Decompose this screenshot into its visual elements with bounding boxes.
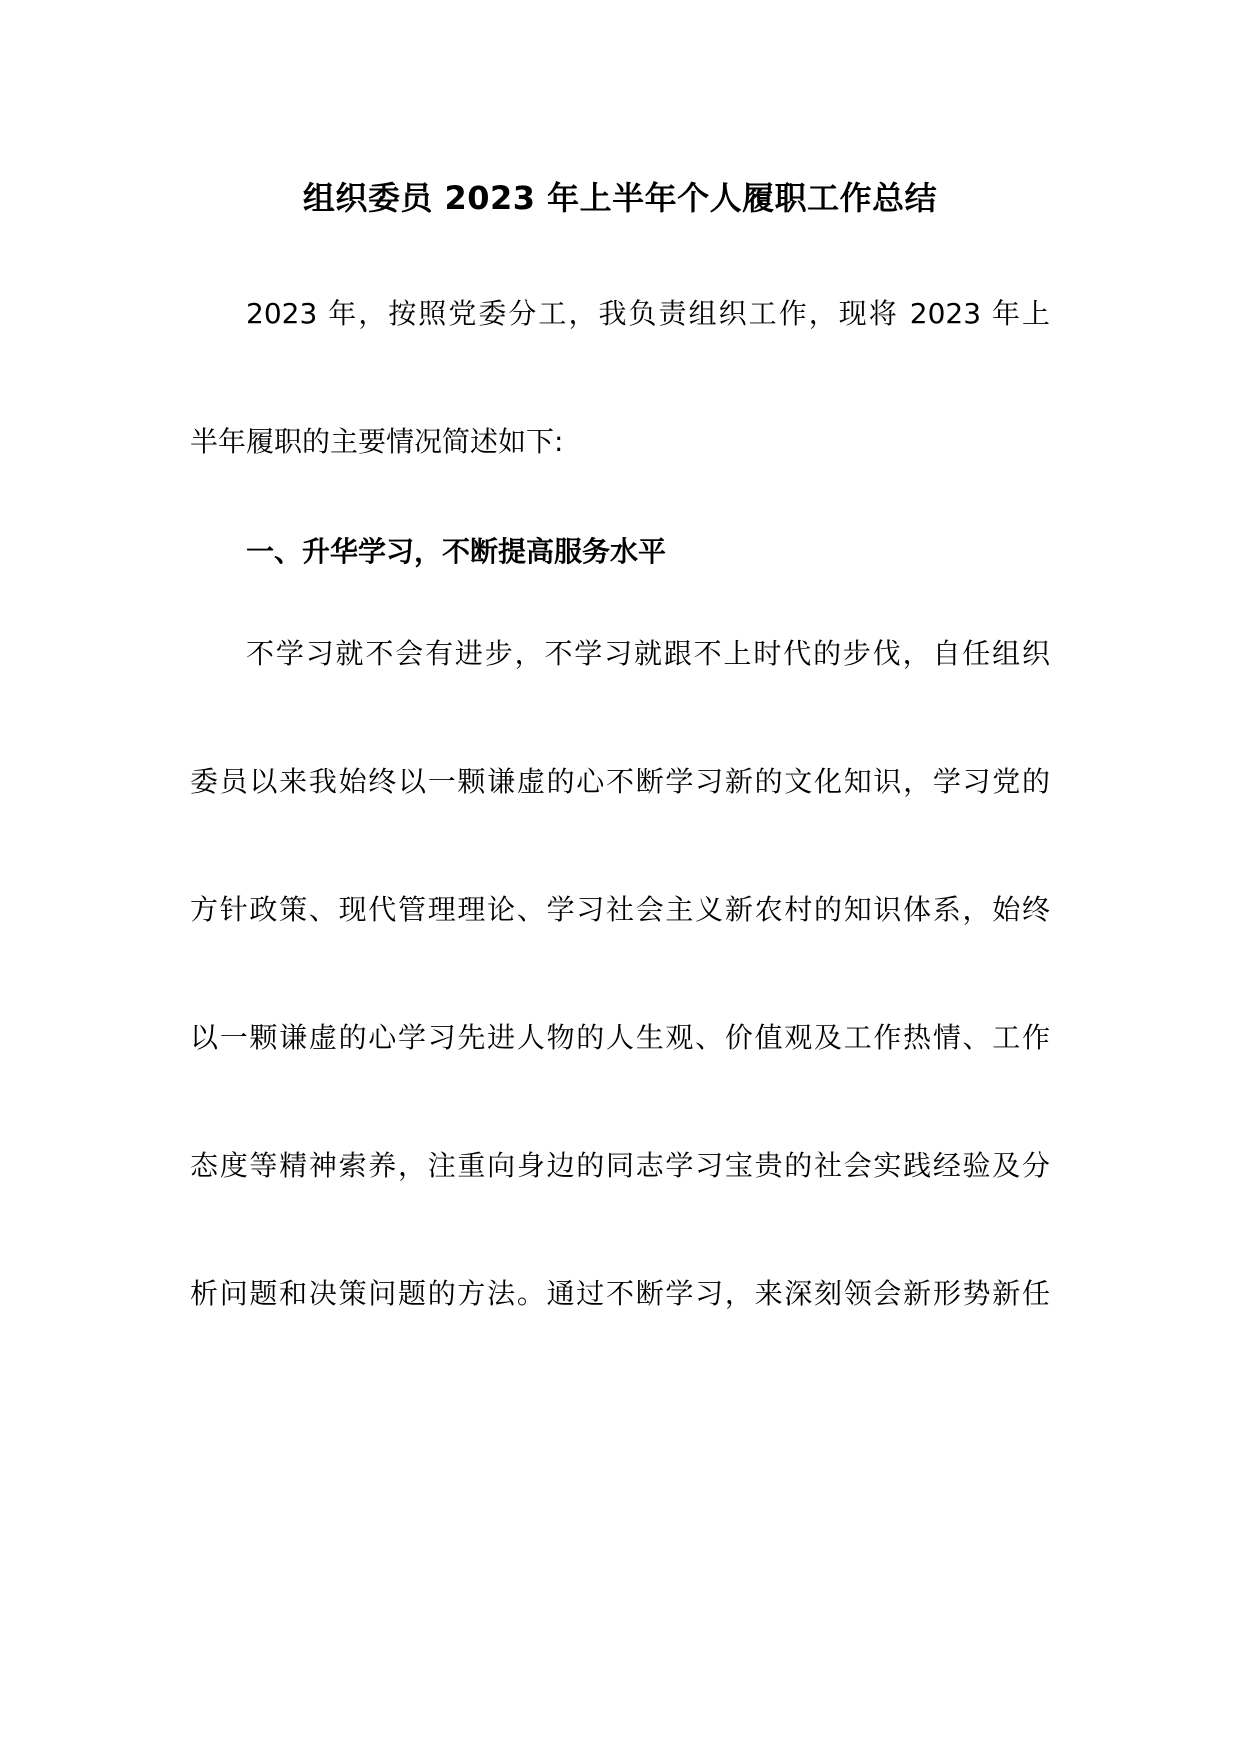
paragraph-line: 方针政策、现代管理理论、学习社会主义新农村的知识体系，始终 bbox=[190, 893, 1050, 926]
document-title: 组织委员 2023 年上半年个人履职工作总结 bbox=[302, 179, 938, 217]
paragraph-line: 以一颗谦虚的心学习先进人物的人生观、价值观及工作热情、工作 bbox=[190, 1021, 1050, 1054]
paragraph-line: 态度等精神索养，注重向身边的同志学习宝贵的社会实践经验及分 bbox=[190, 1149, 1050, 1182]
intro-line-2: 半年履职的主要情况简述如下: bbox=[190, 425, 564, 458]
paragraph-line: 不学习就不会有进步，不学习就跟不上时代的步伐，自任组织 bbox=[246, 637, 1050, 670]
paragraph-line: 析问题和决策问题的方法。通过不断学习，来深刻领会新形势新任 bbox=[190, 1277, 1050, 1310]
section-1-heading: 一、升华学习，不断提高服务水平 bbox=[246, 535, 667, 568]
intro-line-1: 2023 年，按照党委分工，我负责组织工作，现将 2023 年上 bbox=[246, 297, 1050, 330]
paragraph-line: 委员以来我始终以一颗谦虚的心不断学习新的文化知识，学习党的 bbox=[190, 765, 1050, 798]
